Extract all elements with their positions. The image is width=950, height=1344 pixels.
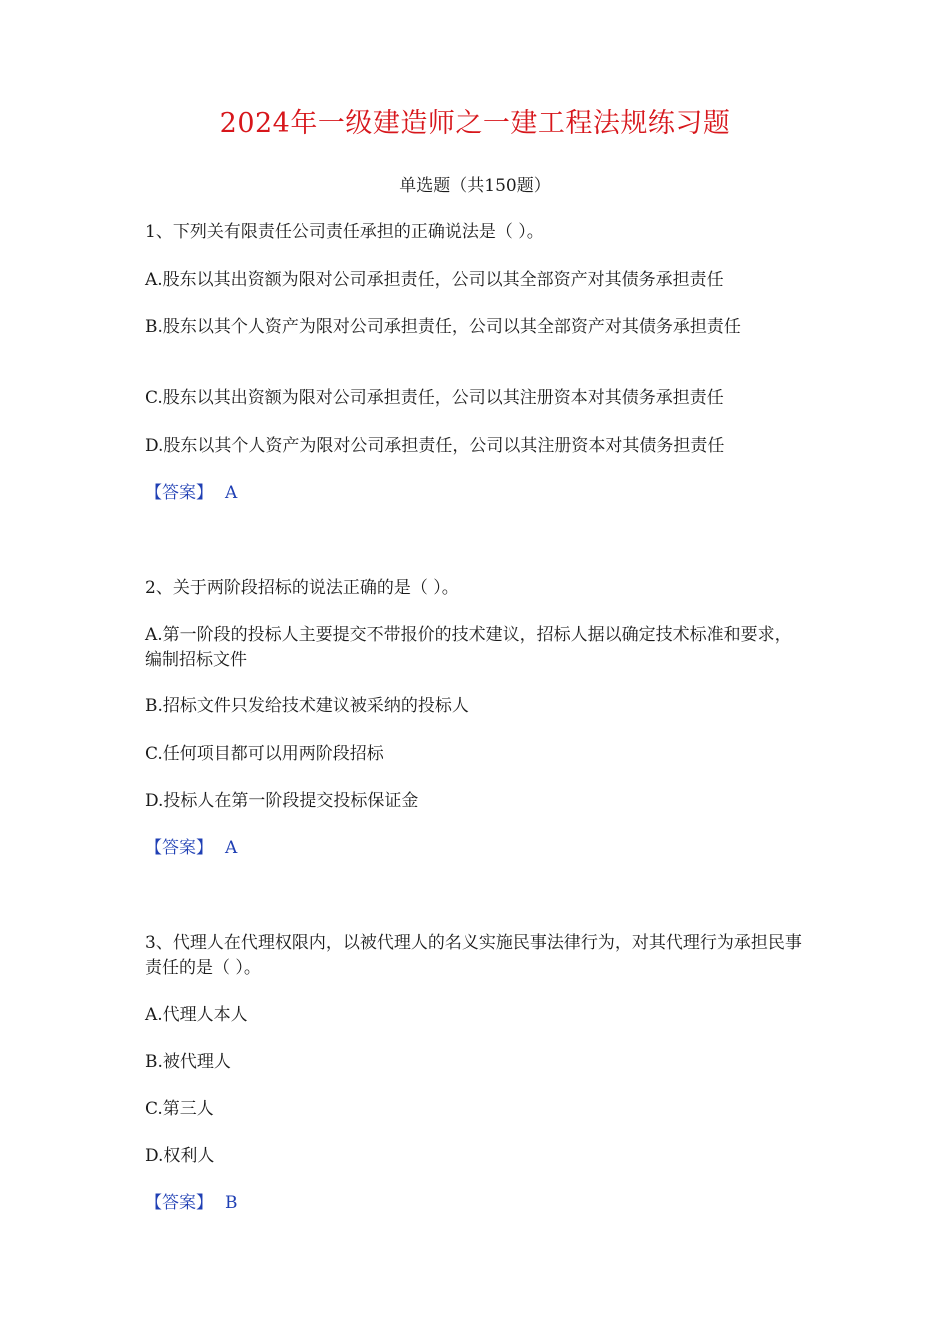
question-option: C.股东以其出资额为限对公司承担责任，公司以其注册资本对其债务承担责任 (145, 388, 724, 408)
answer-label: 【答案】 (145, 1193, 213, 1213)
answer-line (145, 1191, 445, 1216)
question-option: D.投标人在第一阶段提交投标保证金 (145, 791, 419, 811)
question-option: B.招标文件只发给技术建议被采纳的投标人 (145, 696, 469, 716)
answer-value: A (225, 838, 238, 858)
question-stem: 2、关于两阶段招标的说法正确的是（ ）。 (145, 578, 459, 598)
question-option: A.股东以其出资额为限对公司承担责任，公司以其全部资产对其债务承担责任 (145, 270, 724, 290)
section-title: 单选题（共150题） (399, 176, 551, 196)
question-option: B.被代理人 (145, 1052, 231, 1072)
answer-value: B (225, 1193, 238, 1213)
answer-line (145, 481, 445, 506)
question-option: B.股东以其个人资产为限对公司承担责任，公司以其全部资产对其债务承担责任 (145, 317, 741, 337)
answer-label: 【答案】 (145, 483, 213, 503)
question-option: A.代理人本人 (145, 1005, 248, 1025)
question-option: C.任何项目都可以用两阶段招标 (145, 744, 384, 764)
question-stem: 3、代理人在代理权限内，以被代理人的名义实施民事法律行为，对其代理行为承担民事责任的是（ ）。 (145, 933, 802, 978)
question-stem: 1、下列关有限责任公司责任承担的正确说法是（ ）。 (145, 222, 544, 242)
document-title: 2024年一级建造师之一建工程法规练习题 (219, 108, 731, 139)
answer-label: 【答案】 (145, 838, 213, 858)
answer-line (145, 836, 445, 861)
answer-value: A (225, 483, 238, 503)
question-option: C.第三人 (145, 1099, 214, 1119)
question-option: D.股东以其个人资产为限对公司承担责任，公司以其注册资本对其债务担责任 (145, 436, 725, 456)
question-option: D.权利人 (145, 1146, 215, 1166)
question-option: A.第一阶段的投标人主要提交不带报价的技术建议，招标人据以确定技术标准和要求，编制招标文件 (145, 625, 792, 670)
